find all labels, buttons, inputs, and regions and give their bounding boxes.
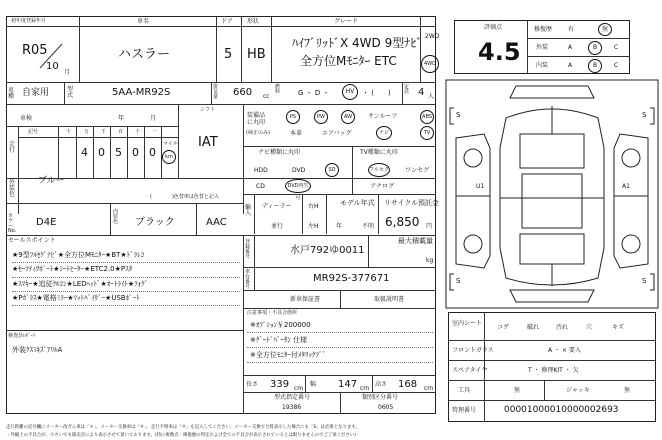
recycle-value: 6,850 (385, 215, 420, 229)
ext-grade-a: A (568, 44, 573, 51)
equip-sunroof: サンルーフ (368, 113, 398, 120)
height-value: 168 (398, 379, 418, 390)
tv-fullseg: フルセグ (368, 163, 390, 177)
fuel-label: 燃料 (275, 84, 281, 95)
tv-oneseg: ワンセグ (405, 167, 430, 174)
reg-number-label: 登録番号 (245, 239, 251, 260)
type-number-label: 型式指定番号 (274, 394, 311, 401)
int-grade-label: 内装 (536, 62, 549, 69)
sales-points-label: セールスポイント (8, 237, 56, 244)
grade-line-1: ﾊｲﾌﾞﾘｯﾄﾞX 4WD 9型ﾅﾋﾞ (292, 36, 423, 50)
reg-number-value: 水戸792ゆ0011 (290, 245, 365, 256)
seat-stain: 汚れ (556, 324, 569, 331)
note-line-1: ※ｵﾌﾟｼｮﾝ￥200000 (250, 321, 311, 329)
length-label: 長さ (246, 381, 259, 388)
seat-scratch: キズ (612, 324, 624, 331)
date-slash (36, 42, 64, 70)
mgmt-number-value: 00001000010000002693 (504, 405, 619, 415)
unit-ten-thousand-10: 十 (66, 129, 72, 135)
seat-hole: 穴 (586, 324, 593, 331)
equip-aw: AW (341, 110, 355, 124)
unit-hundred: 百 (118, 129, 124, 135)
right-hand: 右H (308, 203, 319, 210)
windshield-label: フロントガラス (452, 347, 494, 354)
ext-color-value: ブルー (38, 176, 65, 186)
model-year-unit: 年 (336, 223, 343, 230)
chassis-value: MR92S-377671 (313, 273, 390, 284)
mileage-digit-1: 4 (81, 146, 88, 159)
int-grade-a: A (568, 62, 573, 69)
equip-pw: PW (314, 110, 328, 124)
car-name-label: 車名 (137, 18, 150, 25)
new-car-warranty: 新車保証書 (290, 296, 321, 303)
inspector-text: 外装ｸｽﾐｷｽﾞｱﾘﾙA (12, 346, 63, 354)
tools-label: 工具 (458, 387, 471, 394)
seat-tear: 破れ (527, 324, 540, 331)
grade-label: グレード (334, 18, 359, 25)
damage-mark-s-bottomleft: S (456, 277, 461, 285)
capacity-unit: 人 (428, 93, 435, 100)
max-load-unit: kg (426, 257, 434, 264)
width-unit: cm (360, 385, 370, 392)
footer-note-1: 走行距離の記号欄にメーター改ざん車は「＊」、メーター交換車は「＃」、走行不明車は「＃」を記入してください。メーター交換で合算表示した場合にも「S」は必要となります。 (6, 425, 360, 430)
model-year-unknown: 不明 (362, 223, 375, 230)
mileage-digit-4: 0 (132, 146, 139, 159)
sales-point-3: ★ｽﾏｷｰ★追従ｸﾙｺﾝ★LEDﾍｯﾄﾞ★ｵｰﾄﾗｲﾄ★ﾌｫｸﾞ (12, 280, 149, 288)
equip-tv: TV (420, 126, 434, 140)
equipment-sub: (純正のみ) (246, 130, 270, 136)
door-label: ドア (221, 18, 233, 25)
damage-mark-u1: U1 (476, 183, 485, 190)
chassis-label: 車台番号 (245, 269, 251, 290)
damage-mark-s-topright: S (642, 111, 647, 119)
reg-month-unit: 月 (64, 69, 71, 76)
unit-ten-thousand: 万 (84, 129, 90, 135)
note-line-3: ※全方位ﾓﾆﾀｰ付ﾒﾀﾘｯｸﾌﾞﾞ (250, 351, 326, 359)
height-unit: cm (424, 385, 434, 392)
sales-point-2: ★ｾｰﾌﾃｨｻﾎﾟｰﾄ★ｼｰﾄﾋｰﾀｰ★ETC2.0★Pｽﾀ (12, 265, 133, 273)
sales-point-1: ★9型ﾌﾙｾｸﾞﾅﾋﾞ★全方位Mﾓﾆﾀｰ★BT★ﾄﾞﾗﾚｺ (12, 251, 145, 259)
fuel-options: G ・ D ・ (298, 89, 330, 97)
color-code: D4E (36, 217, 57, 228)
equipment-title: 装備品に丸印 (247, 112, 266, 127)
year-label: 年 (118, 115, 125, 122)
import-parallel: 並行 (271, 223, 284, 230)
spare-tire-value: T ・ 修理KIT ・ 欠 (528, 367, 579, 374)
sales-point-4: ★Pｶﾞﾗｽ★電格ﾐﾗｰ★ﾏｯﾄﾊﾞｲｻﾞｰ★USBﾎﾟｰﾄ (12, 294, 140, 302)
owner-manual: 取扱説明書 (374, 296, 405, 303)
max-load-label: 最大積載量 (398, 237, 433, 245)
height-label: 高さ (375, 381, 388, 388)
equip-abs: ABS (420, 110, 434, 124)
cc-unit: cc (263, 93, 270, 100)
month-label: 月 (150, 115, 157, 122)
tools-value: 無 (514, 387, 521, 394)
nav-cd: CD (256, 183, 265, 190)
mileage-digit-2: 0 (98, 146, 105, 159)
reg-era: R05 (22, 43, 48, 58)
type-number: 19386 (282, 404, 302, 411)
notes-label: 注意事項・不具合箇所 (247, 310, 298, 316)
reg-month: 10 (46, 61, 59, 72)
body-shape: HB (247, 47, 266, 62)
length-value: 339 (270, 379, 290, 390)
tv-analog: アナログ (370, 183, 395, 190)
damage-mark-s-topleft: S (456, 111, 461, 119)
class-number-label: 類別区分番号 (362, 394, 399, 401)
int-color-value: ブラック (135, 217, 175, 228)
import-dealer: ディーラー (262, 203, 292, 210)
left-hand: 左H (308, 223, 319, 230)
fuel-extra: ・ ( ) (362, 89, 391, 97)
mile-label: マイル (163, 141, 178, 147)
seat-burn: コゲ (497, 324, 510, 331)
damage-mark-a1: A1 (622, 183, 630, 190)
length-unit: cm (294, 385, 304, 392)
door-count: 5 (224, 47, 233, 62)
repair-yes: 有 (568, 26, 575, 33)
displacement-value: 660 (233, 87, 253, 98)
nav-dvd-playable: DVD再生可 (285, 179, 311, 193)
recycle-yen: 円 (426, 223, 433, 230)
ext-grade-c: C (614, 44, 619, 51)
mgmt-number-label: 管理番号 (452, 407, 477, 414)
tv-type-title: TV種類に丸印 (360, 149, 398, 156)
inspector-label: 検査員ﾚﾎﾟｰﾄ (8, 333, 36, 339)
ext-grade-label: 外装 (536, 44, 549, 51)
color-change-note: ( )色替車は色替と記入 (150, 194, 219, 200)
score-label: 評価点 (484, 24, 503, 31)
run-label: 走行 (9, 141, 16, 154)
unit-one: 一 (152, 129, 158, 135)
color-code-label: カラーNo. (8, 213, 17, 234)
capacity-value: 4 (418, 87, 425, 98)
car-damage-diagram (444, 78, 660, 310)
vehicle-type-label: 車種 (8, 87, 15, 100)
ac-value: AAC (206, 217, 227, 228)
mileage-digit-5: 0 (149, 146, 156, 159)
repair-history-label: 修復歴 (534, 26, 553, 33)
jack-label: ジャッキ (566, 387, 590, 394)
equip-airbag: エアバッグ (322, 130, 352, 137)
main-form (6, 16, 436, 414)
vehicle-type-value: 自家用 (22, 88, 50, 98)
model-value: 5AA-MR92S (112, 87, 171, 98)
int-color-label: 内装色 (113, 209, 119, 225)
nav-hdd: HDD (254, 167, 268, 174)
fuel-hv-circle: HV (342, 84, 358, 100)
unit-ten: 十 (135, 129, 141, 135)
note-line-2: ※ｸﾞｰﾄﾞﾊﾞｰﾀﾝ 仕様 (250, 336, 308, 344)
nav-sd: SD (325, 163, 339, 177)
seat-label: 室内シート (452, 320, 483, 327)
width-label: 幅 (310, 381, 317, 388)
class-number: 0605 (378, 404, 394, 411)
footer-note-2: ・外観上の不具合が、小さいでも販売店により表示させて頂いております。(特に複数点・修復歴の判定および全ての不具合が表示されているとは限りませんのでご了承ください) (6, 433, 356, 438)
drive-4wd-circle: 4WD (421, 55, 439, 73)
repair-no-circle: 無 (598, 23, 612, 36)
km-circle: km (162, 150, 176, 164)
jack-value: 無 (624, 387, 631, 394)
displacement-label: 排気量 (213, 84, 219, 100)
score-value: 4.5 (478, 38, 521, 66)
import-label: 輸入 (245, 204, 252, 217)
damage-mark-s-bottomright: S (642, 277, 647, 285)
equip-navi: ナビ (376, 126, 392, 140)
nav-dvd: DVD (292, 167, 306, 174)
ext-grade-b-circle: B (588, 41, 602, 55)
shift-label: シフト (200, 107, 216, 113)
inspection-label: 車検 (20, 115, 33, 122)
windshield-value: A ・ × 要入 (548, 347, 581, 354)
equip-leather: 本革 (290, 130, 303, 137)
ext-color-label: 外装色 (9, 179, 16, 198)
int-grade-c: C (614, 62, 619, 69)
reg-date-label: 初年度登録年月 (11, 18, 47, 24)
equip-ps: PS (286, 110, 300, 124)
car-name: ハスラー (118, 47, 171, 62)
int-grade-b-circle: B (588, 59, 602, 73)
model-label: 型式 (67, 86, 74, 99)
unit-symbol: 記号 (28, 129, 39, 135)
grade-line-2: 全方位Mﾓﾆﾀｰ ETC (300, 54, 397, 68)
unit-thousand: 千 (101, 129, 107, 135)
width-value: 147 (338, 379, 358, 390)
recycle-label: リサイクル預託金 (384, 199, 440, 207)
shape-label: 形状 (247, 18, 260, 25)
capacity-label: 定員 (404, 84, 410, 95)
nav-type-title: ナビ種類に丸印 (258, 149, 301, 156)
model-year-label: モデル年式 (340, 199, 375, 207)
drive-2wd-label: 2WD (425, 33, 440, 40)
mileage-digit-3: 5 (115, 146, 122, 159)
shift-value: IAT (198, 135, 218, 150)
spare-tire-label: スペアタイヤ (452, 367, 488, 374)
